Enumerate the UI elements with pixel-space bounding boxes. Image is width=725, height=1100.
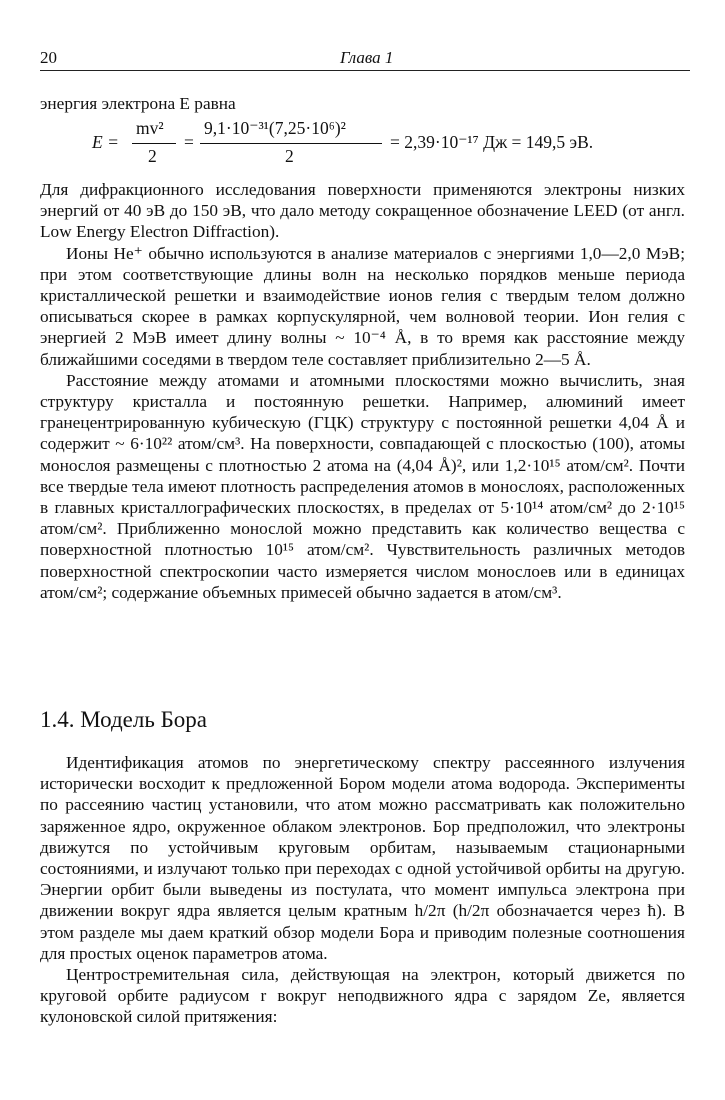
paragraph-bohr-model: Идентификация атомов по энергетическому спектру рассеянного излучения исторически восходит к предложенной Бором модели атома водорода. Эксперименты по рассеянию частиц установили, что атом можно рассматривать как положительно заряженное ядро, окруженное облаком электронов. Бор предположил, что электроны движутся по устойчивым круговым орбитам, называемым стационарными состояниями, и излучают только при переходах с одной устойчивой орбиты на другую. Энергии орбит были выведены из постулата, что момент импульса электрона при движении вокруг ядра является целым кратным h/2π (h/2π обозначается через ħ). В этом разделе мы даем краткий обзор модели Бора и приводим полезные соотношения для простых оценок параметров атома. (40, 753, 685, 963)
fraction-1-denominator: 2 (148, 146, 157, 166)
paragraph-leed: Для дифракционного исследования поверхности применяются электроны низких энергий от 40 эВ до 150 эВ, что дало методу сокращенное обозначение LEED (от англ. Low Energy Electron Diffraction). (40, 180, 685, 242)
equation-result: = 2,39·10⁻¹⁷ Дж = 149,5 эВ. (390, 132, 594, 152)
fraction-2-bar (200, 143, 382, 144)
page-number: 20 (40, 48, 57, 67)
energy-equation (92, 118, 652, 170)
paragraph-atomic-spacing: Расстояние между атомами и атомными плоскостями можно вычислить, зная структуру кристалла и постоянную решетки. Например, алюминий имеет гранецентрированную кубическую (ГЦК) структуру с постоянной решетки 4,04 Å и содержит ~ 6·10²² атом/см³. На поверхности, совпадающей с плоскостью (100), атомы монослоя размещены с плотностью 2 атома на (4,04 Å)², или 1,2·10¹⁵ атом/см². Почти все твердые тела имеют плотность распределения атомов в монослоях, расположенных в главных кристаллографических плоскостях, в пределах от 5·10¹⁴ атом/см² до 2·10¹⁵ атом/см². Приближенно монослой можно представить как количество вещества с поверхностной плотностью 10¹⁵ атом/см². Чувствительность различных методов поверхностной спектроскопии часто измеряется числом монослоев или в единицах атом/см²; содержание объемных примесей обычно задается в атом/см³. (40, 370, 685, 602)
fraction-2-numerator: 9,1·10⁻³¹(7,25·10⁶)² (204, 118, 346, 138)
chapter-title: Глава 1 (340, 48, 394, 67)
fraction-2-denominator: 2 (285, 146, 294, 166)
intro-text: энергия электрона E равна (40, 94, 236, 113)
paragraph-helium-ions: Ионы He⁺ обычно используются в анализе материалов с энергиями 1,0—2,0 МэВ; при этом соответствующие длины волн на несколько порядков меньше периода кристаллической решетки и взаимодействие ионов гелия с твердым телом должно описываться скорее в рамках корпускулярной, чем волновой теории. Ион гелия с энергией 2 МэВ имеет длину волны ~ 10⁻⁴ Å, в то время как расстояние между ближайшими соседями в твердом теле составляет приблизительно 2—5 Å. (40, 243, 685, 369)
fraction-1-bar (132, 143, 176, 144)
intro-line (40, 93, 685, 114)
running-header (40, 46, 690, 68)
header-rule (40, 70, 690, 71)
section-title: 1.4. Модель Бора (40, 707, 208, 732)
body-text-upper (40, 179, 685, 603)
fraction-1-numerator: mv² (136, 118, 164, 138)
paragraph-centripetal-force: Центростремительная сила, действующая на электрон, который движется по круговой орбите радиусом r вокруг неподвижного ядра с зарядом Ze, является кулоновской силой притяжения: (40, 965, 685, 1027)
body-text-section (40, 752, 685, 1028)
equation-equals: = (184, 132, 194, 152)
equation-lhs: E = (92, 132, 119, 152)
